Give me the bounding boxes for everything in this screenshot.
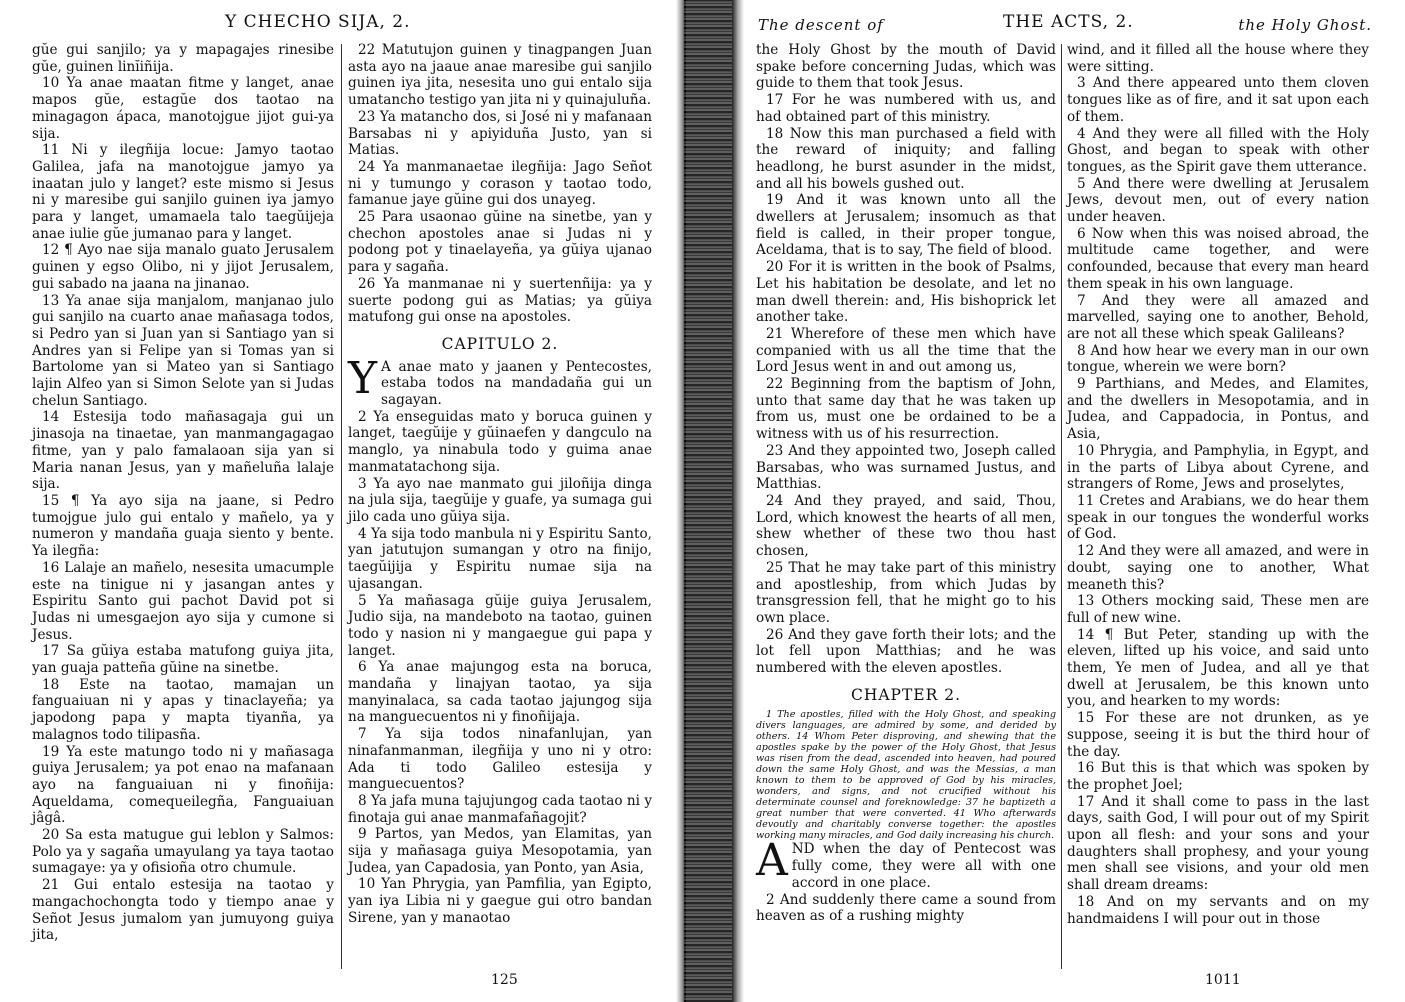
verse-paragraph: 18 Now this man purchased a field with the reward of iniquity; and falling headlong, he burst asunder in the midst, and all his bowels gushed out. [756,125,1056,192]
column-rule [341,44,342,969]
verse-paragraph: 15 ¶ Ya ayo sija na jaane, si Pedro tumojgue julo gui entalo y mañelo, ya y numeron y mandaña guaja siento y bente. Ya ilegña: [32,492,334,560]
verse-paragraph: 8 And how hear we every man in our own tongue, wherein we were born? [1067,342,1369,376]
verse-paragraph: 17 For he was numbered with us, and had obtained part of this ministry. [756,92,1056,125]
verse-paragraph: 22 Beginning from the baptism of John, unto that same day that he was taken up from us, must one be ordained to be a witness with us of his resurrection. [756,376,1056,443]
verse-paragraph: 17 And it shall come to pass in the last days, saith God, I will pour out of my Spirit upon all flesh: and your sons and your daughters shall prophesy, and your young men shall see visions, and your old men shall dream dreams: [1067,793,1369,894]
verse-paragraph: 19 And it was known unto all the dwellers at Jerusalem; insomuch as that field is called, in their proper tongue, Aceldama, that is to say, The field of blood. [756,192,1056,259]
verse-paragraph: 13 Others mocking said, These men are full of new wine. [1067,593,1369,626]
chapter-heading: CHAPTER 2. [850,685,962,704]
verse-paragraph: 19 Ya este matungo todo ni y mañasaga guiya Jerusalem; ya pot enao na mafanaan ayo na fanguaiuan ni y finoñija: Aqueldama, comequeilegña, Fanguaiuan jâgâ. [32,743,334,827]
running-head-right: the Holy Ghost. [1238,16,1372,34]
verse-group [348,42,652,326]
verse-paragraph: 14 ¶ But Peter, standing up with the eleven, lifted up his voice, and said unto them, Ye men of Judea, and all ye that dwell at Jerusalem, be this known unto you, and hearken to my words: [1067,626,1369,710]
verse-paragraph: 15 For these are not drunken, as ye suppose, seeing it is but the third hour of the day. [1067,710,1369,760]
verse-group [756,835,1056,925]
verse-paragraph: 23 And they appointed two, Joseph called Barsabas, who was surnamed Justus, and Matthias. [756,442,1056,493]
chapter-heading: CAPITULO 2. [441,334,559,353]
verse-paragraph: 24 And they prayed, and said, Thou, Lord, which knowest the hearts of all men, shew whether of these two thou hast chosen, [756,492,1056,560]
verse-paragraph: 10 Phrygia, and Pamphylia, in Egypt, and in the parts of Libya about Cyrene, and strangers of Rome, Jews and proselytes, [1067,442,1369,493]
verse-paragraph: 23 Ya matancho dos, si José ni y mafanaan Barsabas ni y apiyiduña Justo, yan si Matias. [348,108,652,159]
verse-group [756,42,1056,677]
verse-paragraph: 2 And suddenly there came a sound from heaven as of a rushing mighty [756,891,1056,925]
verse-paragraph: gŭe gui sanjilo; ya y mapagajes rinesibe gŭe, guinen linĭiñija. [32,42,334,75]
drop-cap: Y [348,352,378,404]
verse-paragraph: 12 ¶ Ayo nae sija manalo guato Jerusalem guinen y egso Olibo, ni y jijot Jerusalem, gui sabado na jaana na jinanao. [32,242,334,292]
verse-paragraph: 21 Wherefore of these men which have companied with us all the time that the Lord Jesus went in and out among us, [756,325,1056,376]
verse-paragraph: 24 Ya manmanaetae ilegñija: Jago Señot ni y tumungo y corason y taotao todo, famanue jaye gŭine gui dos unayeg. [348,158,652,209]
right-column-1 [756,42,1056,925]
right-column-2 [1067,42,1369,927]
verse-paragraph: 4 And they were all filled with the Holy Ghost, and began to speak with other tongues, as the Spirit gave them utterance. [1067,125,1369,175]
verse-paragraph: 8 Ya jafa muna tajujungog cada taotao ni y finotaja gui anae manmafañagojit? [348,792,652,826]
book-gutter [684,0,734,1002]
verse-paragraph: 11 Cretes and Arabians, we do hear them speak in our tongues the wonderful works of God. [1067,492,1369,543]
verse-paragraph: 7 Ya sija todos ninafanlujan, yan ninafanmanman, ilegñija y uno ni y otro: Ada ti todo Galileo estesija y manguecuentos? [348,726,652,793]
verse-paragraph: 10 Yan Phrygia, yan Pamfilia, yan Egipto, yan iya Libia ni y gaegue gui otro bandan Sirene, yan y manaotao [348,876,652,926]
verse-paragraph: 3 Ya ayo nae manmato gui jiloñija dinga na jula sija, taegŭije y guafe, ya sumaga gui jilo cada uno gŭiya sija. [348,475,652,525]
gutter-shadow [732,0,744,1002]
verse-paragraph: 18 Este na taotao, mamajan un fanguaiuan ni y apas y tinaclayeña; ya japodong papa y mapta tiyanña, ya malagnos todo tilipasña. [32,676,334,743]
verse-paragraph: 26 And they gave forth their lots; and the lot fell upon Matthias; and he was numbered with the eleven apostles. [756,626,1056,677]
verse-paragraph: 10 Ya anae maatan fitme y langet, anae mapos gŭe, estagŭe dos taotao na minagagon ápaca, manotojgue jijot gui-ya sija. [32,75,334,142]
verse-paragraph: 9 Partos, yan Medos, yan Elamitas, yan sija y mañasaga guiya Mesopotamia, yan Judea, yan Capadosia, yan Ponto, yan Asia, [348,826,652,876]
verse-paragraph: 18 And on my servants and on my handmaidens I will pour out in those [1067,893,1369,927]
verse-paragraph: 5 Ya mañasaga gŭije guiya Jerusalem, Judio sija, na mandeboto na taotao, guinen todo y nasion ni y mangaegue gui papa y langet. [348,592,652,659]
verse-paragraph: 14 Estesija todo mañasagaja gui un jinasoja na tinaetae, yan manmangagagao fitme, yan y palo famalaoan sija yan si Maria nanan Jesus, yan y mañeluña lalaje sija. [32,409,334,493]
page-number: 125 [491,972,518,988]
running-title: Y CHECHO SIJA, 2. [225,12,411,32]
verse-paragraph: 17 Sa gŭiya estaba matufong guiya jita, yan guaja patteña gŭine na sinetbe. [32,643,334,677]
verse-paragraph: 16 Lalaje an mañelo, nesesita umacumple este na tinigue ni y jasangan antes y Espiritu Santo gui pachot David pot si Judas ni umesgaejon ayo sija y cumone si Jesus. [32,559,334,643]
verse-paragraph: 11 Ni y ilegñija locue: Jamyo taotao Galilea, jafa na manotojgue jamyo ya inaatan julo y langet? este mismo si Jesus ni y maresibe gui sanjilo guinen iya jamyo para y langet, umamaela talo taegŭijeja anae iulie gŭe jumanao para y langet. [32,142,334,242]
verse-paragraph: 6 Now when this was noised abroad, the multitude came together, and were confounded, because that every man heard them speak in his own language. [1067,225,1369,292]
verse-paragraph: ND when the day of Pentecost was fully come, they were all with one accord in one place. [791,841,1056,891]
verse-group [348,352,652,927]
left-column-1 [32,42,334,944]
verse-paragraph: 3 And there appeared unto them cloven tongues like as of fire, and it sat upon each of them. [1067,75,1369,125]
verse-paragraph: 22 Matutujon guinen y tinagpangen Juan asta ayo na jaaue anae maresibe gui sanjilo guinen iya jita, nesesita uno gui entalo sija umatancho testigo yan jita ni y quinajuluña. [348,42,652,109]
verse-paragraph: A anae mato y jaanen y Pentecostes, estaba todos na mandadaña gui un sagayan. [381,358,652,409]
verse-paragraph: 5 And there were dwelling at Jerusalem Jews, devout men, out of every nation under heaven. [1067,175,1369,226]
verse-paragraph: 12 And they were all amazed, and were in doubt, saying one to another, What meaneth this? [1067,543,1369,593]
left-column-2 [348,42,652,927]
verse-paragraph: 25 Para usaonao gŭine na sinetbe, yan y chechon apostoles anae si Judas ni y podong pot y tinaelayeña, ya gŭiya ujanao para y sagaña. [348,209,652,276]
verse-paragraph: 13 Ya anae sija manjalom, manjanao julo gui sanjilo na cuarto anae mañasaga todos, si Pedro yan si Juan yan si Santiago yan si Andres yan si Felipe yan si Tomas yan si Bartolome yan si Mateo yan si Santiago lajin Alfeo yan si Simon Selote yan si Judas chelun Santiago. [32,292,334,409]
verse-paragraph: wind, and it filled all the house where they were sitting. [1067,42,1369,75]
verse-paragraph: 21 Gui entalo estesija na taotao y mangachochongta todo y tiempo anae y Señot Jesus jumalom yan jumuyong guiya jita, [32,877,334,944]
verse-paragraph: 25 That he may take part of this ministry and apostleship, from which Judas by transgression fell, that he might go to his own place. [756,559,1056,626]
chapter-summary: 1 The apostles, filled with the Holy Ghost, and speaking divers languages, are admired by some, and derided by others. 14 Whom Peter disproving, and shewing that the apostles spake by the power of the Holy Ghost, that Jesus was risen from the dead, ascended into heaven, had poured down the same Holy Ghost, and was the Messias, a man known to them to be approved of God by his miracles, wonders, and signs, and not crucified without his determinate counsel and foreknowledge: 37 he baptizeth a great number that were converted. 41 Who afterwards devoutly and charitably converse together: the apostles working many miracles, and God daily increasing his church. [756,709,1056,842]
verse-paragraph: 7 And they were all amazed and marvelled, saying one to another, Behold, are not all these which speak Galileans? [1067,292,1369,342]
verse-paragraph: 16 But this is that which was spoken by the prophet Joel; [1067,760,1369,793]
verse-paragraph: the Holy Ghost by the mouth of David spake before concerning Judas, which was guide to them that took Jesus. [756,42,1056,92]
right-page [745,0,1405,1002]
verse-paragraph: 20 Sa esta matugue gui leblon y Salmos: Polo ya y sagaña umayulang ya taya taotao sumagaye: ya y ofisioña otro chumule. [32,827,334,877]
column-rule [1061,44,1062,969]
verse-paragraph: 20 For it is written in the book of Psalms, Let his habitation be desolate, and let no man dwell therein: and, His bishoprick let another take. [756,259,1056,326]
drop-cap: A [756,835,788,887]
page-number: 1011 [1205,972,1241,988]
left-page [0,0,700,1002]
verse-paragraph: 6 Ya anae majungog esta na boruca, mandaña y linajyan taotao, ya sija manyinalaca, sa cada taotao jajungog sija na manguecuentos ni y finoñijaja. [348,659,652,726]
verse-paragraph: 9 Parthians, and Medes, and Elamites, and the dwellers in Mesopotamia, and in Judea, and Cappadocia, in Pontus, and Asia, [1067,376,1369,443]
verse-paragraph: 4 Ya sija todo manbula ni y Espiritu Santo, yan jatutujon sumangan y otro na finijo, taegŭijija y Espiritu numae sija na ujasangan. [348,525,652,592]
running-title: THE ACTS, 2. [1003,12,1134,32]
verse-paragraph: 26 Ya manmanae ni y suertenñija: ya y suerte podong gui as Matias; ya gŭiya matufong gui onse na apostoles. [348,275,652,326]
running-head-left: The descent of [758,16,884,34]
verse-paragraph: 2 Ya enseguidas mato y boruca guinen y langet, taegŭije y gŭinaefen y dangculo na manglo, ya ninabula todo y guima anae manmatatachong sija. [348,408,652,475]
